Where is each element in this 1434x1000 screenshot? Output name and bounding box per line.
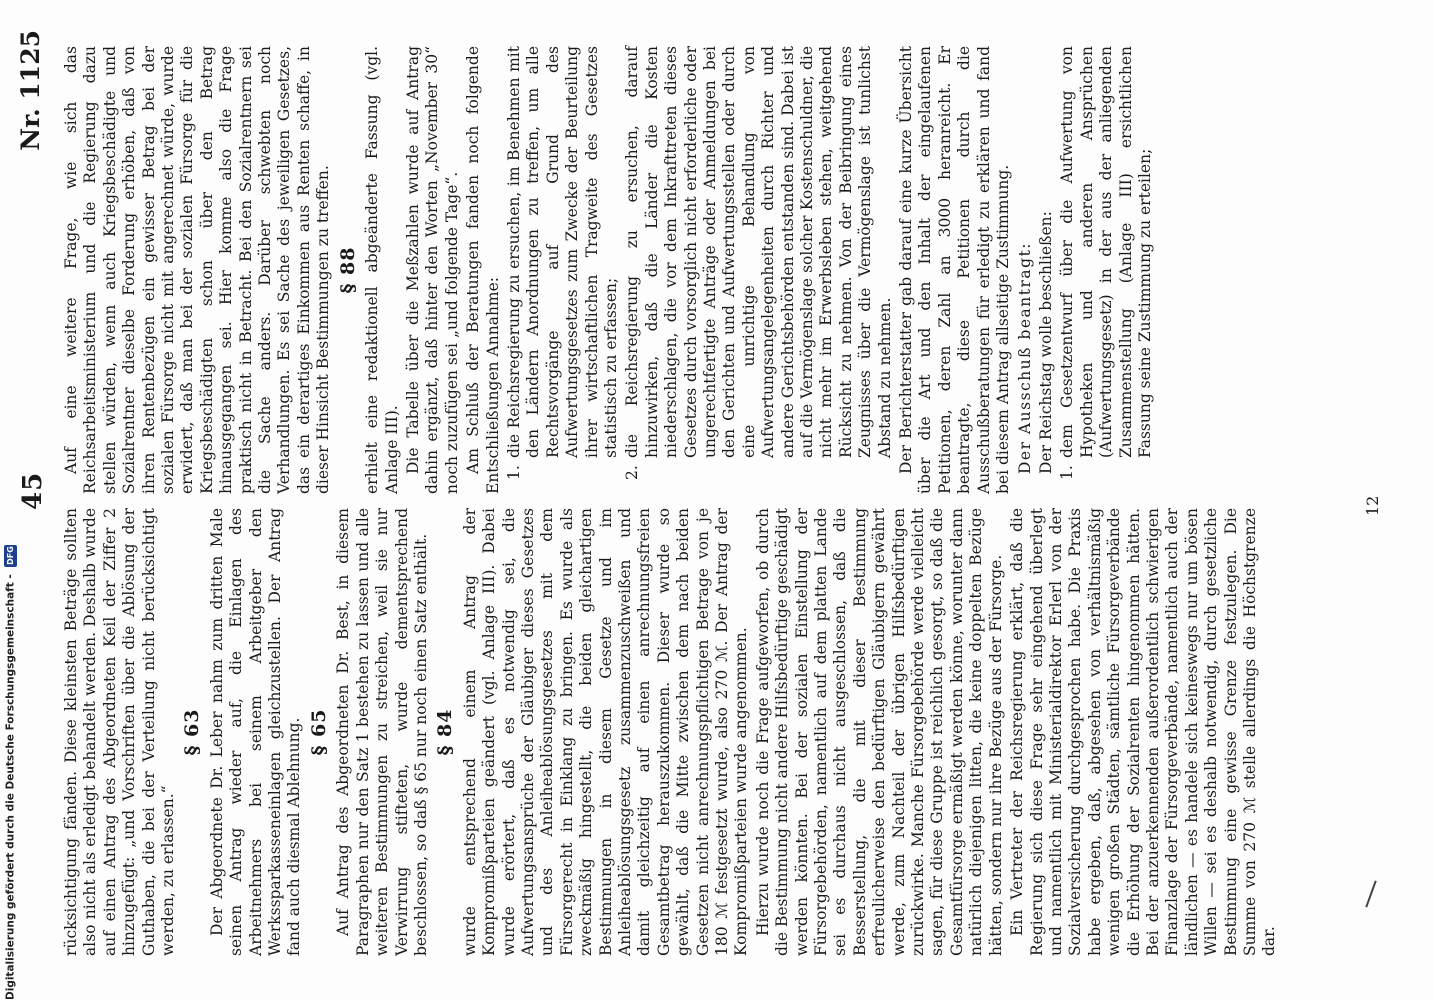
- paragraph: Der Ausschuß beantragt:: [1015, 241, 1034, 474]
- right-column: [62, 46, 1157, 494]
- digitization-notice: [4, 0, 24, 1000]
- list-item: [623, 46, 895, 480]
- list-item-text: dem Gesetzentwurf über die Aufwertung von Hypotheken und anderen Ansprüchen (Aufwertungsgesetz) in der aus der anliegenden Zusammenstellung (Anlage III) ersichtlichen Fassung seine Zustimmung zu erteilen;: [1058, 46, 1154, 458]
- list-item-number: 1.: [504, 465, 523, 480]
- paragraph: Der Abgeordnete Dr. Leber nahm zum dritten Male seinen Antrag wieder auf, die Einlagen des Arbeitnehmers bei seinem Arbeitgeber den Werkssparkasseneinlagen gleichzustellen. Der Antrag fand auch diesmal Ablehnung.: [207, 508, 304, 956]
- page-number: 45: [18, 471, 48, 510]
- paragraph: Auf eine weitere Frage, wie sich das Reichsarbeitsministerium und die Regierung dazu stellen würden, wenn auch Kriegsbeschädigte und Sozialrentner dieselbe Forderung erhöben, daß von ihren Rentenbezügen ein gewisser Betrag bei der sozialen Fürsorge nicht mit angerechnet würde, wurde erwidert, daß man bei der sozialen Fürsorge für die Kriegsbeschädigten schon über den Betrag hinausgegangen sei. Hier komme also die Frage praktisch nicht in Betracht. Bei den Sozialrentnern sei die Sache anders. Darüber schwebten noch Verhandlungen. Es sei Sache des jeweiligen Gesetzes, das ein derartiges Einkommen aus Renten schaffe, in dieser Hinsicht Bestimmungen zu treffen.: [62, 46, 333, 494]
- list-item: [1058, 46, 1155, 480]
- section-heading-84: § 84: [434, 708, 457, 756]
- paragraph: Ein Vertreter der Reichsregierung erklärt, daß die Regierung sich diese Frage sehr eingehend überlegt und namentlich mit Ministerialdirektor Erlerl von der Sozialversicherung durchgesprochen habe. Die Praxis habe ergeben, daß, abgesehen von verhältnismäßig wenigen großen Städten, sämtliche Fürsorgeverbände die Erhöhung der Sozialrenten hingenommen hätten. Bei der anzuerkennenden außerordentlich schwierigen Finanzlage der Fürsorgeverbände, namentlich auch der ländlichen — es handele sich keineswegs nur um bösen Willen — sei es deshalb notwendig, durch gesetzliche Bestimmung eine gewisse Grenze festzulegen. Die Summe von 270 ℳ stelle allerdings die Höchstgrenze dar.: [1008, 508, 1279, 956]
- paragraph: Hierzu wurde noch die Frage aufgeworfen, ob durch die Bestimmung nicht andere Hilfsbedürftige geschädigt werden könnten. Bei der sozialen Einstellung der Fürsorgebehörden, namentlich auf dem platten Lande sei es durchaus nicht ausgeschlossen, daß die Besserstellung, die mit dieser Bestimmung erfreulicherweise den bedürftigen Gläubigern gewährt werde, zum Nachteil der übrigen Hilfsbedürftigen zurückwirke. Manche Fürsorgebehörde werde vielleicht sagen, für diese Gruppe ist reichlich gesorgt, so daß die Gesamtfürsorge ermäßigt werden könne, worunter dann natürlich diejenigen litten, die keine doppelten Bezüge hätten, sondern nur ihre Bezüge aus der Fürsorge.: [753, 508, 1005, 956]
- paragraph: Die Tabelle über die Meßzahlen wurde auf Antrag dahin ergänzt, daß hinter den Worten „November 30“ noch zuzufügen sei „und folgende Tage“.: [403, 46, 461, 494]
- list-item-text: die Reichsregierung zu ersuchen, im Benehmen mit den Ländern Anordnungen zu treffen, um alle Rechtsvorgänge auf Grund des Aufwertungsgesetzes zum Zwecke der Beurteilung ihrer wirtschaftlichen Tragweite des Gesetzes statistisch zu erfassen;: [504, 46, 620, 458]
- paragraph: Auf Antrag des Abgeordneten Dr. Best, in diesem Paragraphen nur den Satz 1 bestehen zu lassen und alle weiteren Bestimmungen zu streichen, weil sie nur Verwirrung stifteten, wurde dementsprechend beschlossen, so daß § 65 nur noch einen Satz enthält.: [334, 508, 430, 956]
- left-column: [62, 508, 1282, 956]
- paragraph: wurde entsprechend einem Antrag der Kompromißparteien geändert (vgl. Anlage III). Dabei wurde erörtert, daß es notwendig sei, die Aufwertungsansprüche der Gläubiger dieses Gesetzes und des Anleiheablösungsgesetzes mit dem Fürsorgerecht in Einklang zu bringen. Es wurde als zweckmäßig hingestellt, die beiden gleichartigen Bestimmungen in diesem Gesetze und im Anleiheablösungsgesetz zusammenzuschweißen und damit gleichzeitig auf einen anrechnungsfreien Gesamtbetrag herauszukommen. Dieser wurde so gewählt, daß die Mitte zwischen dem nach beiden Gesetzen nicht anrechnungspflichtigen Betrage von je 180 ℳ festgesetzt wurde, also 270 ℳ. Der Antrag der Kompromißparteien wurde angenommen.: [460, 508, 751, 956]
- paragraph: rücksichtigung fänden. Diese kleinsten Beträge sollten also nicht als erledigt behandelt werden. Deshalb wurde auf einen Antrag des Abgeordneten Keil der Ziffer 2 hinzugefügt: „und Vorschriften über die Ablösung der Guthaben, die bei der Verteilung nicht berücksichtigt werden, zu erlassen.“: [62, 508, 178, 956]
- paragraph: Der Berichterstatter gab darauf eine kurze Übersicht über die Art und den Inhalt der eingelaufenen Petitionen, deren Zahl an 3000 heranreicht. Er beantragte, diese Petitionen durch die Ausschußberatungen für erledigt zu erklären und fand bei diesem Antrag allseitige Zustimmung.: [897, 46, 1013, 494]
- section-heading-65: § 65: [307, 708, 330, 756]
- document-number: Nr. 1125: [16, 30, 45, 151]
- dfg-logo: DFG: [6, 546, 15, 565]
- paragraph: Am Schluß der Beratungen fanden noch folgende Entschließungen Annahme:: [464, 46, 502, 494]
- digitization-text: Digitalisierung gefördert durch die Deutsche Forschungsgemeinschaft -: [4, 574, 17, 1000]
- footer-page-number: 12: [1363, 495, 1382, 516]
- paragraph: erhielt eine redaktionell abgeänderte Fassung (vgl. Anlage III).: [363, 46, 401, 494]
- section-heading-63: § 63: [181, 708, 204, 756]
- paragraph: Der Reichstag wolle beschließen:: [1036, 211, 1055, 474]
- list-item-text: die Reichsregierung zu ersuchen, darauf hinzuwirken, daß die Länder die Kosten niederschlagen, die vor dem Inkrafttreten dieses Gesetzes durch vorsorglich nicht erforderliche oder ungerechtfertigte Anträge oder Anmeldungen bei den Gerichten und Aufwertungsstellen oder durch eine unrichtige Behandlung von Aufwertungsangelegenheiten durch Richter und andere Gerichtsbehörden entstanden sind. Dabei ist auf die Vermögenslage solcher Kostenschuldner, die nicht mehr im Erwerbsleben stehen, weitgehend Rücksicht zu nehmen. Von der Beibringung eines Zeugnisses über die Vermögenslage ist tunlichst Abstand zu nehmen.: [623, 46, 894, 458]
- list-item: [505, 46, 621, 480]
- list-item-number: 2.: [623, 465, 642, 480]
- list-item-number: 1.: [1058, 465, 1077, 480]
- section-heading-88: § 88: [336, 246, 359, 294]
